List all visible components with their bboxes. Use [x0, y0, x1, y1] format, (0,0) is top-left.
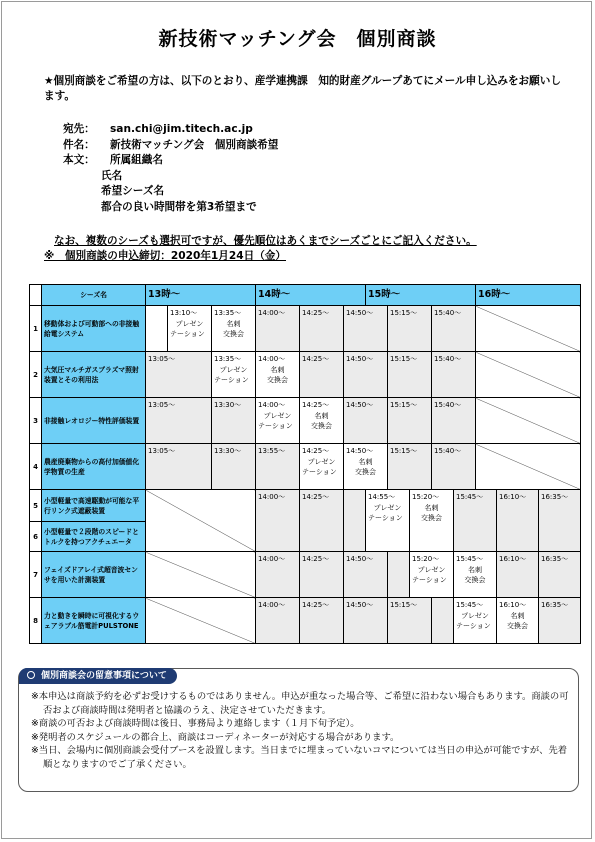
body-line: 都合の良い時間帯を第3希望まで	[101, 200, 257, 213]
slot-presentation: 15:45～ プレゼン テーション	[454, 598, 497, 644]
slot-unavailable	[476, 352, 581, 398]
notice-box	[18, 668, 579, 792]
slot-unavailable	[146, 598, 256, 644]
email-address[interactable]: san.chi@jim.titech.ac.jp	[110, 123, 253, 135]
to-label: 宛先：	[63, 123, 95, 135]
notice-body	[31, 690, 571, 772]
header-13: 13時～	[146, 285, 256, 306]
row-index: 6	[30, 522, 42, 552]
page-title: 新技術マッチング会 個別商談	[158, 28, 437, 50]
slot-open[interactable]: 16:10～	[497, 490, 539, 552]
schedule-table	[29, 284, 581, 644]
notice-item: ※発明者のスケジュールの都合上、商談はコーディネーターが対応する場合があります。	[31, 731, 400, 743]
slot-open[interactable]: 14:25～	[300, 490, 344, 552]
seed-name: 非接触レオロジー特性評価装置	[42, 398, 146, 444]
contact-block	[63, 122, 278, 215]
slot-open[interactable]	[388, 552, 410, 598]
slot-open[interactable]: 14:00～	[256, 306, 300, 352]
table-row	[30, 552, 581, 598]
header-seeds-name: シーズ名	[42, 285, 146, 306]
table-row	[30, 444, 581, 490]
header-14: 14時～	[256, 285, 366, 306]
notice-item: ※商談の可否および商談時間は後日、事務局より連絡します（１月下旬予定）。	[31, 718, 360, 730]
row-index: 3	[30, 398, 42, 444]
header-index-cell	[30, 285, 42, 306]
slot-open[interactable]: 14:00～	[256, 552, 300, 598]
table-header-row	[30, 285, 581, 306]
slot-open[interactable]: 13:30～	[212, 398, 256, 444]
body-line: 所属組織名	[110, 154, 163, 166]
slot-open[interactable]: 14:00～	[256, 598, 300, 644]
header-16: 16時～	[476, 285, 581, 306]
seed-name: 大気圧マルチガスプラズマ照射装置とその利用法	[42, 352, 146, 398]
slot-open[interactable]: 14:25～	[300, 598, 344, 644]
subject-label: 件名：	[63, 138, 95, 151]
slot-card-exchange: 14:25～ 名刺 交換会	[300, 398, 344, 444]
slot-open[interactable]: 16:35～	[539, 598, 581, 644]
row-index: 2	[30, 352, 42, 398]
slot-presentation: 14:55～ プレゼン テーション	[366, 490, 410, 552]
slot-open[interactable]: 16:35～	[539, 552, 581, 598]
row-index: 5	[30, 490, 42, 522]
row-index: 7	[30, 552, 42, 598]
slot-empty	[146, 306, 168, 352]
slot-open[interactable]: 15:15～	[388, 398, 432, 444]
row-index: 8	[30, 598, 42, 644]
slot-open[interactable]: 13:05～	[146, 352, 212, 398]
slot-open[interactable]: 15:15～	[388, 444, 432, 490]
body-line: 希望シーズ名	[101, 185, 165, 197]
slot-unavailable	[476, 306, 581, 352]
slot-open[interactable]: 13:55～	[256, 444, 300, 490]
intro-text: ★個別商談をご希望の方は、以下のとおり、産学連携課 知的財産グループあてにメール申し込みをお願いします。	[44, 75, 561, 102]
body-label: 本文：	[63, 154, 95, 166]
slot-card-exchange: 15:20～ 名刺 交換会	[410, 490, 454, 552]
slot-unavailable	[476, 398, 581, 444]
slot-open[interactable]: 13:05～	[146, 398, 212, 444]
slot-presentation: 13:35～ プレゼン テーション	[212, 352, 256, 398]
table-row	[30, 398, 581, 444]
multi-select-note: なお、複数のシーズも選択可ですが、優先順位はあくまでシーズごとにご記入ください。	[54, 235, 477, 247]
slot-open[interactable]: 14:50～	[344, 352, 388, 398]
slot-open[interactable]: 15:45～	[454, 490, 497, 552]
slot-open[interactable]	[344, 490, 366, 552]
notice-heading-text: 個別商談会の留意事項について	[41, 671, 167, 681]
notice-heading	[19, 668, 177, 684]
seed-name: 移動体および可動部への非接触給電システム	[42, 306, 146, 352]
slot-open[interactable]: 16:10～	[497, 552, 539, 598]
slot-presentation: 13:10～ プレゼン テーション	[168, 306, 212, 352]
slot-card-exchange: 14:00～ 名刺 交換会	[256, 352, 300, 398]
slot-card-exchange: 16:10～ 名刺 交換会	[497, 598, 539, 644]
slot-open[interactable]: 15:15～	[388, 306, 432, 352]
circle-icon	[27, 671, 35, 679]
slot-card-exchange: 15:45～ 名刺 交換会	[454, 552, 497, 598]
slot-open[interactable]: 13:30～	[212, 444, 256, 490]
row-index: 1	[30, 306, 42, 352]
seed-name: 農産廃棄物からの高付加価値化学物質の生産	[42, 444, 146, 490]
slot-presentation: 14:25～ プレゼン テーション	[300, 444, 344, 490]
table-row	[30, 352, 581, 398]
slot-open[interactable]: 15:15～	[388, 352, 432, 398]
row-index: 4	[30, 444, 42, 490]
slot-open[interactable]: 14:50～	[344, 306, 388, 352]
notice-item: ※本申込は商談予約を必ずお受けするものではありません。申込が重なった場合等、ご希望に沿わない場合もあります。商談の可否および商談時間は発明者と協議のうえ、決定させていただきます。	[31, 691, 569, 716]
slot-open[interactable]: 15:40～	[432, 306, 476, 352]
slot-card-exchange: 14:50～ 名刺 交換会	[344, 444, 388, 490]
slot-presentation: 15:20～ プレゼン テーション	[410, 552, 454, 598]
seed-name: 小型軽量で２段階のスピードとトルクを持つアクチュエータ	[42, 522, 146, 552]
slot-open[interactable]: 14:25～	[300, 352, 344, 398]
seed-name: フェイズドアレイ式超音波センサを用いた計測装置	[42, 552, 146, 598]
slot-open[interactable]: 14:25～	[300, 306, 344, 352]
slot-open[interactable]: 15:15～	[388, 598, 432, 644]
slot-open[interactable]: 15:40～	[432, 352, 476, 398]
body-line: 氏名	[101, 169, 123, 182]
seed-name: 力と動きを瞬時に可視化するウェアラブル筋電計PULSTONE	[42, 598, 146, 644]
slot-open[interactable]: 14:50～	[344, 552, 388, 598]
slot-unavailable	[146, 552, 256, 598]
table-row	[30, 490, 581, 522]
slot-open[interactable]: 14:25～	[300, 552, 344, 598]
slot-presentation: 14:00～ プレゼン テーション	[256, 398, 300, 444]
slot-open[interactable]	[432, 598, 454, 644]
notice-item: ※当日、会場内に個別商談会受付ブースを設置します。当日までに埋まっていないコマについては当日の申込が可能ですが、先着順となりますのでご了承ください。	[31, 745, 568, 770]
table-row	[30, 306, 581, 352]
seed-name: 小型軽量で高速駆動が可能な平行リンク式遮蔽装置	[42, 490, 146, 522]
slot-unavailable	[476, 444, 581, 490]
header-15: 15時～	[366, 285, 476, 306]
table-row	[30, 598, 581, 644]
slot-card-exchange: 13:35～ 名刺 交換会	[212, 306, 256, 352]
slot-open[interactable]: 15:40～	[432, 444, 476, 490]
slot-open[interactable]: 15:40～	[432, 398, 476, 444]
subject-text: 新技術マッチング会 個別商談希望	[110, 138, 279, 151]
slot-open[interactable]: 16:35～	[539, 490, 581, 552]
slot-open[interactable]: 13:05～	[146, 444, 212, 490]
deadline-note: ※ 個別商談の申込締切：2020年1月24日（金）	[44, 250, 286, 262]
slot-unavailable	[146, 490, 256, 552]
slot-open[interactable]: 14:50～	[344, 398, 388, 444]
slot-open[interactable]: 14:00～	[256, 490, 300, 552]
slot-open[interactable]: 14:50～	[344, 598, 388, 644]
